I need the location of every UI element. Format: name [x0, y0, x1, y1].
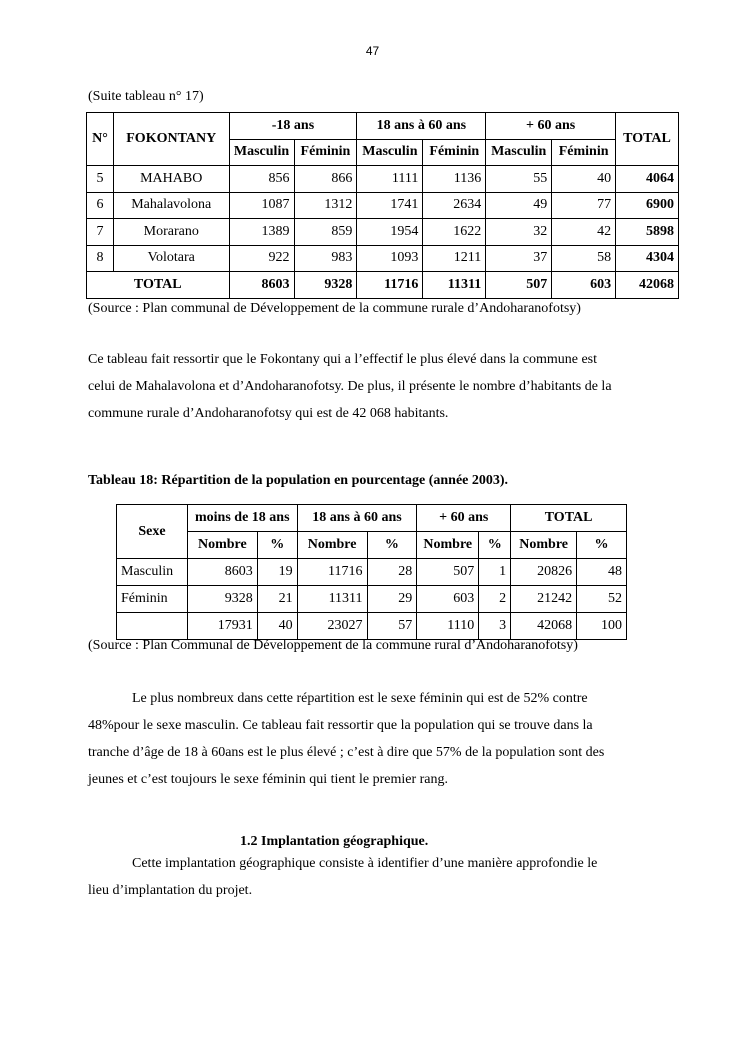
header-group: TOTAL	[511, 505, 627, 532]
cell: 603	[417, 586, 479, 613]
header-group: 18 ans à 60 ans	[297, 505, 417, 532]
cell-name: Volotara	[113, 245, 229, 272]
cell: 17931	[187, 613, 257, 640]
cell: 32	[486, 219, 552, 246]
header-sub: Nombre	[417, 532, 479, 559]
cell: 983	[294, 245, 357, 272]
table18-title: Tableau 18: Répartition de la population en pourcentage (année 2003).	[88, 473, 509, 488]
header-sub: %	[479, 532, 511, 559]
cell: 48	[577, 559, 627, 586]
cell-no: 5	[87, 166, 114, 193]
cell: 1087	[229, 192, 294, 219]
cell: 1312	[294, 192, 357, 219]
table-row	[87, 192, 679, 219]
header-sub: %	[577, 532, 627, 559]
text-line: Le plus nombreux dans cette répartition est le sexe féminin qui est de 52% contre	[132, 691, 588, 706]
cell: 1954	[357, 219, 423, 246]
cell: 20826	[511, 559, 577, 586]
table18-source: (Source : Plan Communal de Développement de la commune rural d’Andoharanofotsy)	[88, 638, 578, 653]
cell-total: 42068	[616, 272, 679, 299]
header-sub: Féminin	[294, 139, 357, 166]
header-sub: Féminin	[552, 139, 616, 166]
cell: 42	[552, 219, 616, 246]
cell: 1110	[417, 613, 479, 640]
table-18	[116, 504, 627, 640]
cell: 9328	[187, 586, 257, 613]
cell: 856	[229, 166, 294, 193]
cell: 28	[367, 559, 417, 586]
cell: 9328	[294, 272, 357, 299]
cell: 23027	[297, 613, 367, 640]
cell: 37	[486, 245, 552, 272]
cell: 1093	[357, 245, 423, 272]
cell: 55	[486, 166, 552, 193]
cell-total: 4064	[616, 166, 679, 193]
header-sub: Masculin	[486, 139, 552, 166]
header-sexe: Sexe	[117, 505, 188, 559]
cell: 8603	[187, 559, 257, 586]
row-label: Féminin	[117, 586, 188, 613]
cell: 1622	[423, 219, 486, 246]
cell-no: 6	[87, 192, 114, 219]
cell: 57	[367, 613, 417, 640]
table-row	[87, 245, 679, 272]
header-fokontany: FOKONTANY	[113, 113, 229, 166]
cell: 3	[479, 613, 511, 640]
table-row	[87, 166, 679, 193]
header-group: + 60 ans	[486, 113, 616, 140]
header-group: -18 ans	[229, 113, 357, 140]
cell-no: 7	[87, 219, 114, 246]
cell-total: 4304	[616, 245, 679, 272]
cell: 11311	[297, 586, 367, 613]
row-label: Masculin	[117, 559, 188, 586]
section-title: 1.2 Implantation géographique.	[240, 834, 429, 849]
cell: 2	[479, 586, 511, 613]
header-sub: %	[367, 532, 417, 559]
cell: 19	[257, 559, 297, 586]
table-17	[86, 112, 679, 299]
text-line: jeunes et c’est toujours le sexe féminin qui tient le premier rang.	[88, 772, 448, 787]
cell: 11716	[297, 559, 367, 586]
cell: 29	[367, 586, 417, 613]
cell: 1211	[423, 245, 486, 272]
table-row	[87, 219, 679, 246]
cell: 58	[552, 245, 616, 272]
cell: 21242	[511, 586, 577, 613]
cell: 2634	[423, 192, 486, 219]
cell: 507	[486, 272, 552, 299]
paragraph-2	[88, 685, 668, 793]
table17-caption: (Suite tableau n° 17)	[88, 89, 204, 104]
cell: 11311	[423, 272, 486, 299]
text-line: 48%pour le sexe masculin. Ce tableau fait ressortir que la population qui se trouve dans la	[88, 718, 593, 733]
cell-name: MAHABO	[113, 166, 229, 193]
cell: 49	[486, 192, 552, 219]
header-total: TOTAL	[616, 113, 679, 166]
table-total-row	[87, 272, 679, 299]
cell: 8603	[229, 272, 294, 299]
cell: 1389	[229, 219, 294, 246]
text-line: Cette implantation géographique consiste à identifier d’une manière approfondie le	[132, 856, 598, 871]
paragraph-1	[88, 346, 668, 427]
row-label	[117, 613, 188, 640]
cell: 77	[552, 192, 616, 219]
cell-no: 8	[87, 245, 114, 272]
cell: 21	[257, 586, 297, 613]
cell: 42068	[511, 613, 577, 640]
header-no: N°	[87, 113, 114, 166]
cell: 52	[577, 586, 627, 613]
section-paragraph	[88, 850, 668, 904]
cell: 1	[479, 559, 511, 586]
cell: 866	[294, 166, 357, 193]
cell-total: 5898	[616, 219, 679, 246]
cell: 603	[552, 272, 616, 299]
header-sub: Masculin	[229, 139, 294, 166]
text-line: Ce tableau fait ressortir que le Fokontany qui a l’effectif le plus élevé dans la commune est	[88, 352, 598, 367]
cell-name: Morarano	[113, 219, 229, 246]
text-line: commune rurale d’Andoharanofotsy qui est de 42 068 habitants.	[88, 406, 449, 421]
header-sub: Masculin	[357, 139, 423, 166]
cell: 40	[552, 166, 616, 193]
cell: 1741	[357, 192, 423, 219]
table-row	[117, 559, 627, 586]
header-sub: Nombre	[511, 532, 577, 559]
page-number: 47	[365, 44, 380, 58]
cell: 100	[577, 613, 627, 640]
table-row	[117, 586, 627, 613]
cell: 11716	[357, 272, 423, 299]
header-sub: Nombre	[187, 532, 257, 559]
text-line: celui de Mahalavolona et d’Andoharanofotsy. De plus, il présente le nombre d’habitants de la	[88, 379, 612, 394]
header-sub: %	[257, 532, 297, 559]
total-label: TOTAL	[87, 272, 230, 299]
header-group: moins de 18 ans	[187, 505, 297, 532]
cell: 40	[257, 613, 297, 640]
cell: 922	[229, 245, 294, 272]
header-sub: Nombre	[297, 532, 367, 559]
cell: 507	[417, 559, 479, 586]
table-row	[117, 613, 627, 640]
text-line: lieu d’implantation du projet.	[88, 883, 253, 898]
header-group: 18 ans à 60 ans	[357, 113, 486, 140]
cell: 1111	[357, 166, 423, 193]
cell: 859	[294, 219, 357, 246]
text-line: tranche d’âge de 18 à 60ans est le plus élevé ; c’est à dire que 57% de la population sont des	[88, 745, 605, 760]
cell: 1136	[423, 166, 486, 193]
table17-source: (Source : Plan communal de Développement de la commune rurale d’Andoharanofotsy)	[88, 301, 581, 316]
header-sub: Féminin	[423, 139, 486, 166]
header-group: + 60 ans	[417, 505, 511, 532]
cell-total: 6900	[616, 192, 679, 219]
cell-name: Mahalavolona	[113, 192, 229, 219]
